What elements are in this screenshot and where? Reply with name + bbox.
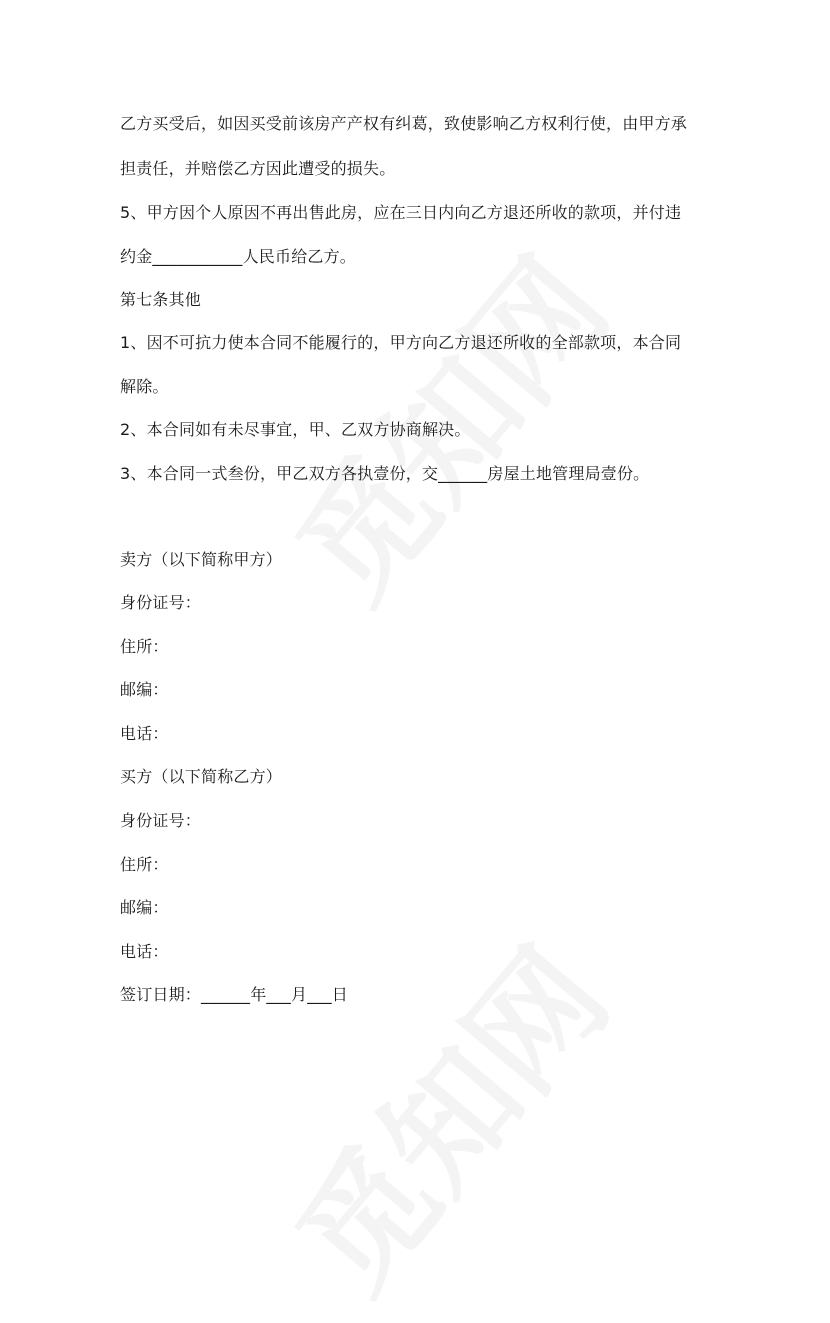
paragraph-line: 约金___________人民币给乙方。	[120, 247, 357, 266]
paragraph-line: 2、本合同如有未尽事宜，甲、乙双方协商解决。	[120, 420, 471, 439]
paragraph-line: 担责任，并赔偿乙方因此遭受的损失。	[120, 159, 396, 178]
buyer-heading: 买方（以下简称乙方）	[120, 767, 283, 786]
buyer-id-label: 身份证号：	[120, 811, 202, 830]
watermark	[248, 904, 642, 1323]
seller-address-label: 住所：	[120, 637, 169, 656]
seller-id-label: 身份证号：	[120, 593, 202, 612]
paragraph-line: 3、本合同一式叁份，甲乙双方各执壹份，交______房屋土地管理局壹份。	[120, 464, 650, 483]
buyer-phone-label: 电话：	[120, 942, 169, 961]
paragraph-line: 解除。	[120, 377, 169, 396]
seller-postcode-label: 邮编：	[120, 680, 169, 699]
buyer-postcode-label: 邮编：	[120, 898, 169, 917]
seller-heading: 卖方（以下简称甲方）	[120, 550, 283, 569]
seller-phone-label: 电话：	[120, 724, 169, 743]
paragraph-line: 5、甲方因个人原因不再出售此房，应在三日内向乙方退还所收的款项，并付违	[120, 203, 682, 222]
section-heading: 第七条其他	[120, 290, 202, 309]
paragraph-line: 乙方买受后，如因买受前该房产产权有纠葛，致使影响乙方权利行使，由甲方承	[120, 114, 688, 133]
buyer-address-label: 住所：	[120, 855, 169, 874]
sign-date: 签订日期：______年___月___日	[120, 985, 349, 1004]
paragraph-line: 1、因不可抗力使本合同不能履行的，甲方向乙方退还所收的全部款项，本合同	[120, 333, 682, 352]
